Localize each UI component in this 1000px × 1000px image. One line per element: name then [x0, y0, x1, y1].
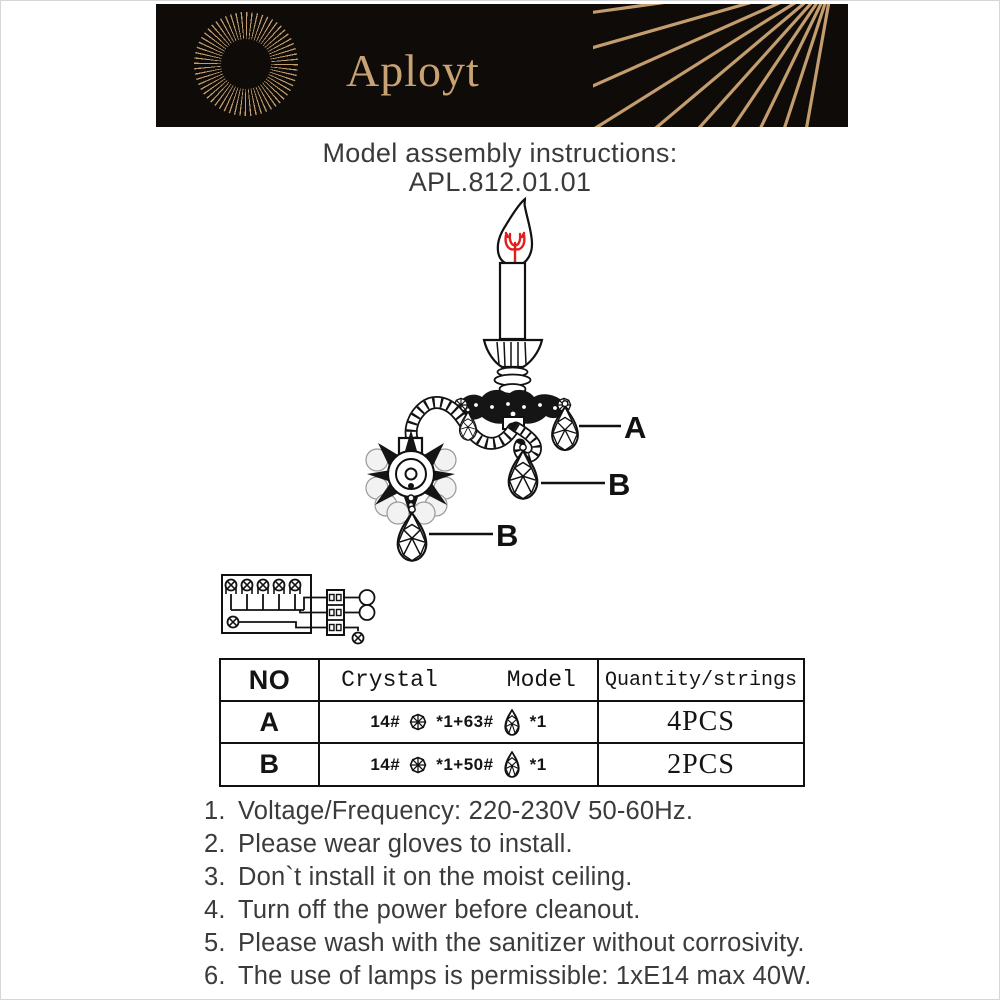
- col-header-crystal: Crystal Model: [320, 660, 599, 702]
- sunburst-logo-icon: [194, 12, 298, 116]
- spec-text: 14#: [370, 712, 401, 731]
- sconce-diagram: [356, 193, 656, 571]
- spec-text: *1+63#: [436, 712, 494, 731]
- list-item: [204, 861, 884, 894]
- terminal-block: [327, 590, 344, 635]
- banner-rays-icon: [593, 4, 848, 127]
- label-b1: B: [608, 467, 631, 502]
- row-b-spec: [320, 744, 599, 785]
- lamp-symbol: [353, 633, 364, 644]
- parts-table: [219, 658, 805, 787]
- list-item: [204, 795, 884, 828]
- octagon-crystal-icon: [409, 713, 427, 731]
- brand-name: Aployt: [346, 45, 480, 96]
- page-title: Model assembly instructions:: [322, 138, 678, 168]
- row-a-spec: [320, 702, 599, 744]
- col-header-no: NO: [221, 660, 320, 702]
- teardrop-crystal-icon: [503, 751, 521, 778]
- list-item: [204, 960, 884, 993]
- row-b-no: B: [221, 744, 320, 785]
- item-text: The use of lamps is permissible: 1xE14 max 40W.: [238, 962, 812, 990]
- wiring-diagram: [216, 566, 391, 656]
- col-header-quantity: Quantity/strings: [599, 660, 803, 702]
- label-b2: B: [496, 518, 519, 553]
- lamp-row: [226, 580, 301, 595]
- spec-text: *1: [529, 754, 547, 774]
- lamp-symbol: [228, 617, 239, 628]
- spec-text: *1: [529, 712, 547, 731]
- item-number: 2.: [204, 830, 226, 858]
- item-number: 5.: [204, 929, 226, 957]
- list-item: [204, 927, 884, 960]
- list-item: [204, 828, 884, 861]
- candle-sleeve: [500, 263, 525, 339]
- row-a-no: A: [221, 702, 320, 744]
- bobeche: [484, 340, 542, 394]
- wire-terminal-circle: [360, 590, 375, 605]
- item-number: 4.: [204, 896, 226, 924]
- instruction-list: [204, 795, 884, 993]
- brand-banner: [156, 4, 848, 127]
- row-a-quantity: 4PCS: [599, 702, 803, 744]
- item-text: Please wear gloves to install.: [238, 830, 573, 858]
- wire-terminal-circle: [360, 605, 375, 620]
- row-b-quantity: 2PCS: [667, 748, 735, 780]
- item-number: 6.: [204, 962, 226, 990]
- item-number: 3.: [204, 863, 226, 891]
- model-number: APL.812.01.01: [408, 167, 592, 197]
- label-a: A: [624, 410, 647, 445]
- item-text: Please wash with the sanitizer without corrosivity.: [238, 929, 805, 957]
- spec-text: 14#: [370, 754, 401, 774]
- item-text: Turn off the power before cleanout.: [238, 896, 641, 924]
- teardrop-crystal-icon: [503, 709, 521, 736]
- spec-text: *1+50#: [436, 754, 494, 774]
- item-number: 1.: [204, 797, 226, 825]
- list-item: [204, 894, 884, 927]
- item-text: Don`t install it on the moist ceiling.: [238, 863, 633, 891]
- item-text: Voltage/Frequency: 220-230V 50-60Hz.: [238, 797, 694, 825]
- octagon-crystal-icon: [409, 756, 427, 774]
